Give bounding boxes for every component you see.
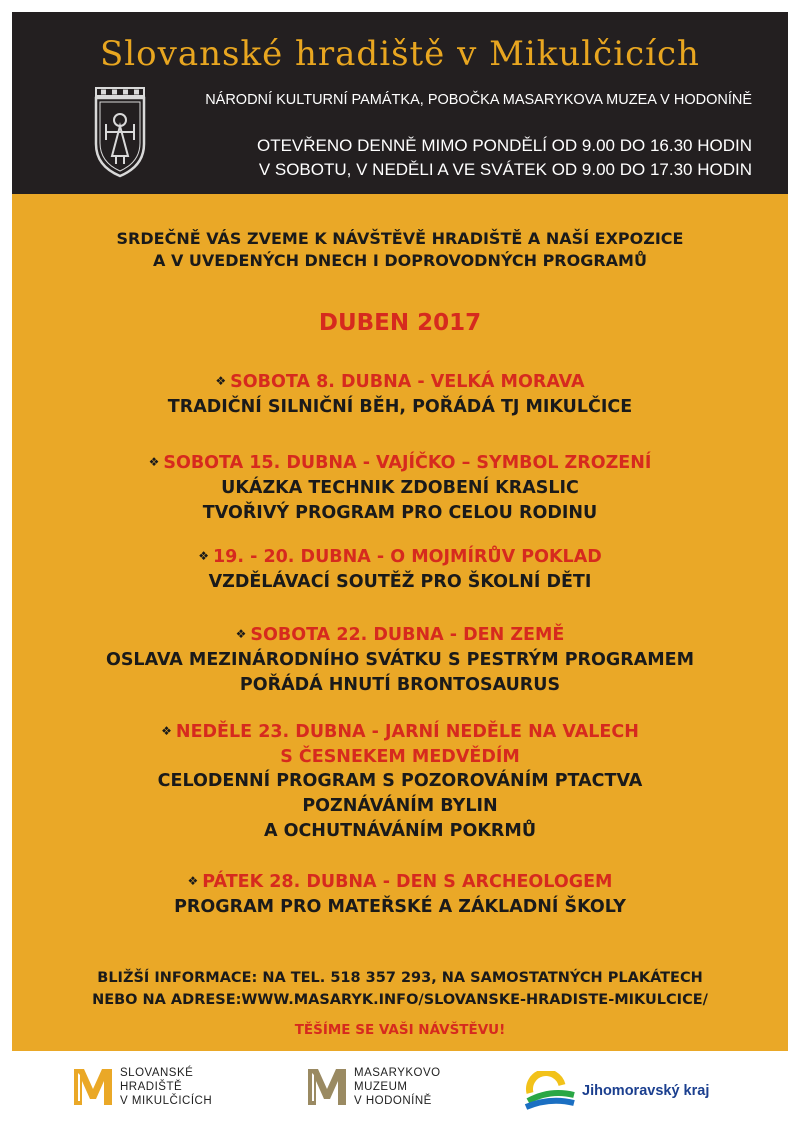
event-description: UKÁZKA TECHNIK ZDOBENÍ KRASLIC	[221, 478, 579, 498]
bullet-icon: ❖	[187, 874, 199, 888]
footer-logos	[0, 1051, 800, 1129]
event-description: A OCHUTNÁVÁNÍM POKRMŮ	[263, 821, 537, 841]
event-item	[12, 545, 788, 595]
logo-text: SLOVANSKÉ HRADIŠTĚ V MIKULČICÍCH	[120, 1067, 213, 1107]
event-description: CELODENNÍ PROGRAM S POZOROVÁNÍM PTACTVA	[157, 771, 643, 791]
event-item	[12, 623, 788, 698]
event-item	[12, 451, 788, 526]
event-title: ❖ NEDĚLE 23. DUBNA - JARNÍ NEDĚLE NA VALECH	[161, 722, 639, 742]
intro-line: SRDEČNĚ VÁS ZVEME K NÁVŠTĚVĚ HRADIŠTĚ A NAŠÍ EXPOZICE	[116, 229, 684, 248]
event-title: ❖ SOBOTA 15. DUBNA - VAJÍČKO – SYMBOL ZROZENÍ	[148, 453, 652, 473]
info-link[interactable]: NEBO NA ADRESE:WWW.MASARYK.INFO/SLOVANSKE-HRADISTE-MIKULCICE/	[92, 992, 708, 1008]
event-description: POŘÁDÁ HNUTÍ BRONTOSAURUS	[239, 675, 561, 695]
event-item	[12, 720, 788, 844]
intro-line: A V UVEDENÝCH DNECH I DOPROVODNÝCH PROGRAMŮ	[153, 251, 647, 270]
mm-logo-icon	[306, 1065, 348, 1109]
welcome-text: TĚŠÍME SE VAŠI NÁVŠTĚVU!	[294, 1022, 506, 1038]
jihomoravsky-kraj-icon	[524, 1071, 576, 1111]
crest-icon	[92, 86, 148, 178]
event-item	[12, 870, 788, 920]
event-title-continued: S ČESNEKEM MEDVĚDÍM	[280, 747, 520, 767]
program-panel	[12, 194, 788, 1051]
poster-title: Slovanské hradiště v Mikulčicích	[100, 34, 700, 74]
logo-kraj	[524, 1071, 709, 1111]
bullet-icon: ❖	[148, 455, 160, 469]
event-description: OSLAVA MEZINÁRODNÍHO SVÁTKU S PESTRÝM PROGRAMEM	[105, 650, 695, 670]
event-item	[12, 370, 788, 420]
event-description: TRADIČNÍ SILNIČNÍ BĚH, POŘÁDÁ TJ MIKULČICE	[167, 397, 633, 417]
event-description: POZNÁVÁNÍM BYLIN	[302, 796, 498, 816]
header-banner	[12, 12, 788, 194]
logo-muzeum	[306, 1065, 441, 1109]
opening-hours	[257, 134, 752, 182]
hours-line: V SOBOTU, V NEDĚLI A VE SVÁTEK OD 9.00 DO 17.30 HODIN	[258, 160, 752, 179]
event-description: TVOŘIVÝ PROGRAM PRO CELOU RODINU	[202, 503, 598, 523]
event-title: ❖ SOBOTA 8. DUBNA - VELKÁ MORAVA	[215, 372, 585, 392]
bullet-icon: ❖	[198, 549, 209, 563]
kraj-label: Jihomoravský kraj	[582, 1083, 710, 1099]
bullet-icon: ❖	[161, 724, 172, 738]
logo-text: MASARYKOVO MUZEUM V HODONÍNĚ	[354, 1067, 441, 1107]
contact-info	[12, 967, 788, 1011]
event-title: ❖ PÁTEK 28. DUBNA - DEN S ARCHEOLOGEM	[187, 872, 613, 892]
bullet-icon: ❖	[215, 374, 227, 388]
hours-line: OTEVŘENO DENNĚ MIMO PONDĚLÍ OD 9.00 DO 16.30 HODIN	[256, 136, 752, 155]
info-line: BLIŽŠÍ INFORMACE: NA TEL. 518 357 293, NA SAMOSTATNÝCH PLAKÁTECH	[97, 970, 703, 986]
event-description: PROGRAM PRO MATEŘSKÉ A ZÁKLADNÍ ŠKOLY	[174, 897, 626, 917]
event-title: ❖ SOBOTA 22. DUBNA - DEN ZEMĚ	[235, 625, 565, 645]
logo-hradiste	[72, 1065, 212, 1109]
event-description: VZDĚLÁVACÍ SOUTĚŽ PRO ŠKOLNÍ DĚTI	[208, 572, 592, 592]
intro-text	[12, 228, 788, 272]
bullet-icon: ❖	[235, 627, 247, 641]
month-heading: DUBEN 2017	[318, 310, 482, 336]
mm-logo-icon	[72, 1065, 114, 1109]
subtitle: NÁRODNÍ KULTURNÍ PAMÁTKA, POBOČKA MASARYKOVA MUZEA V HODONÍNĚ	[205, 92, 752, 108]
event-title: ❖ 19. - 20. DUBNA - O MOJMÍRŮV POKLAD	[198, 547, 602, 567]
